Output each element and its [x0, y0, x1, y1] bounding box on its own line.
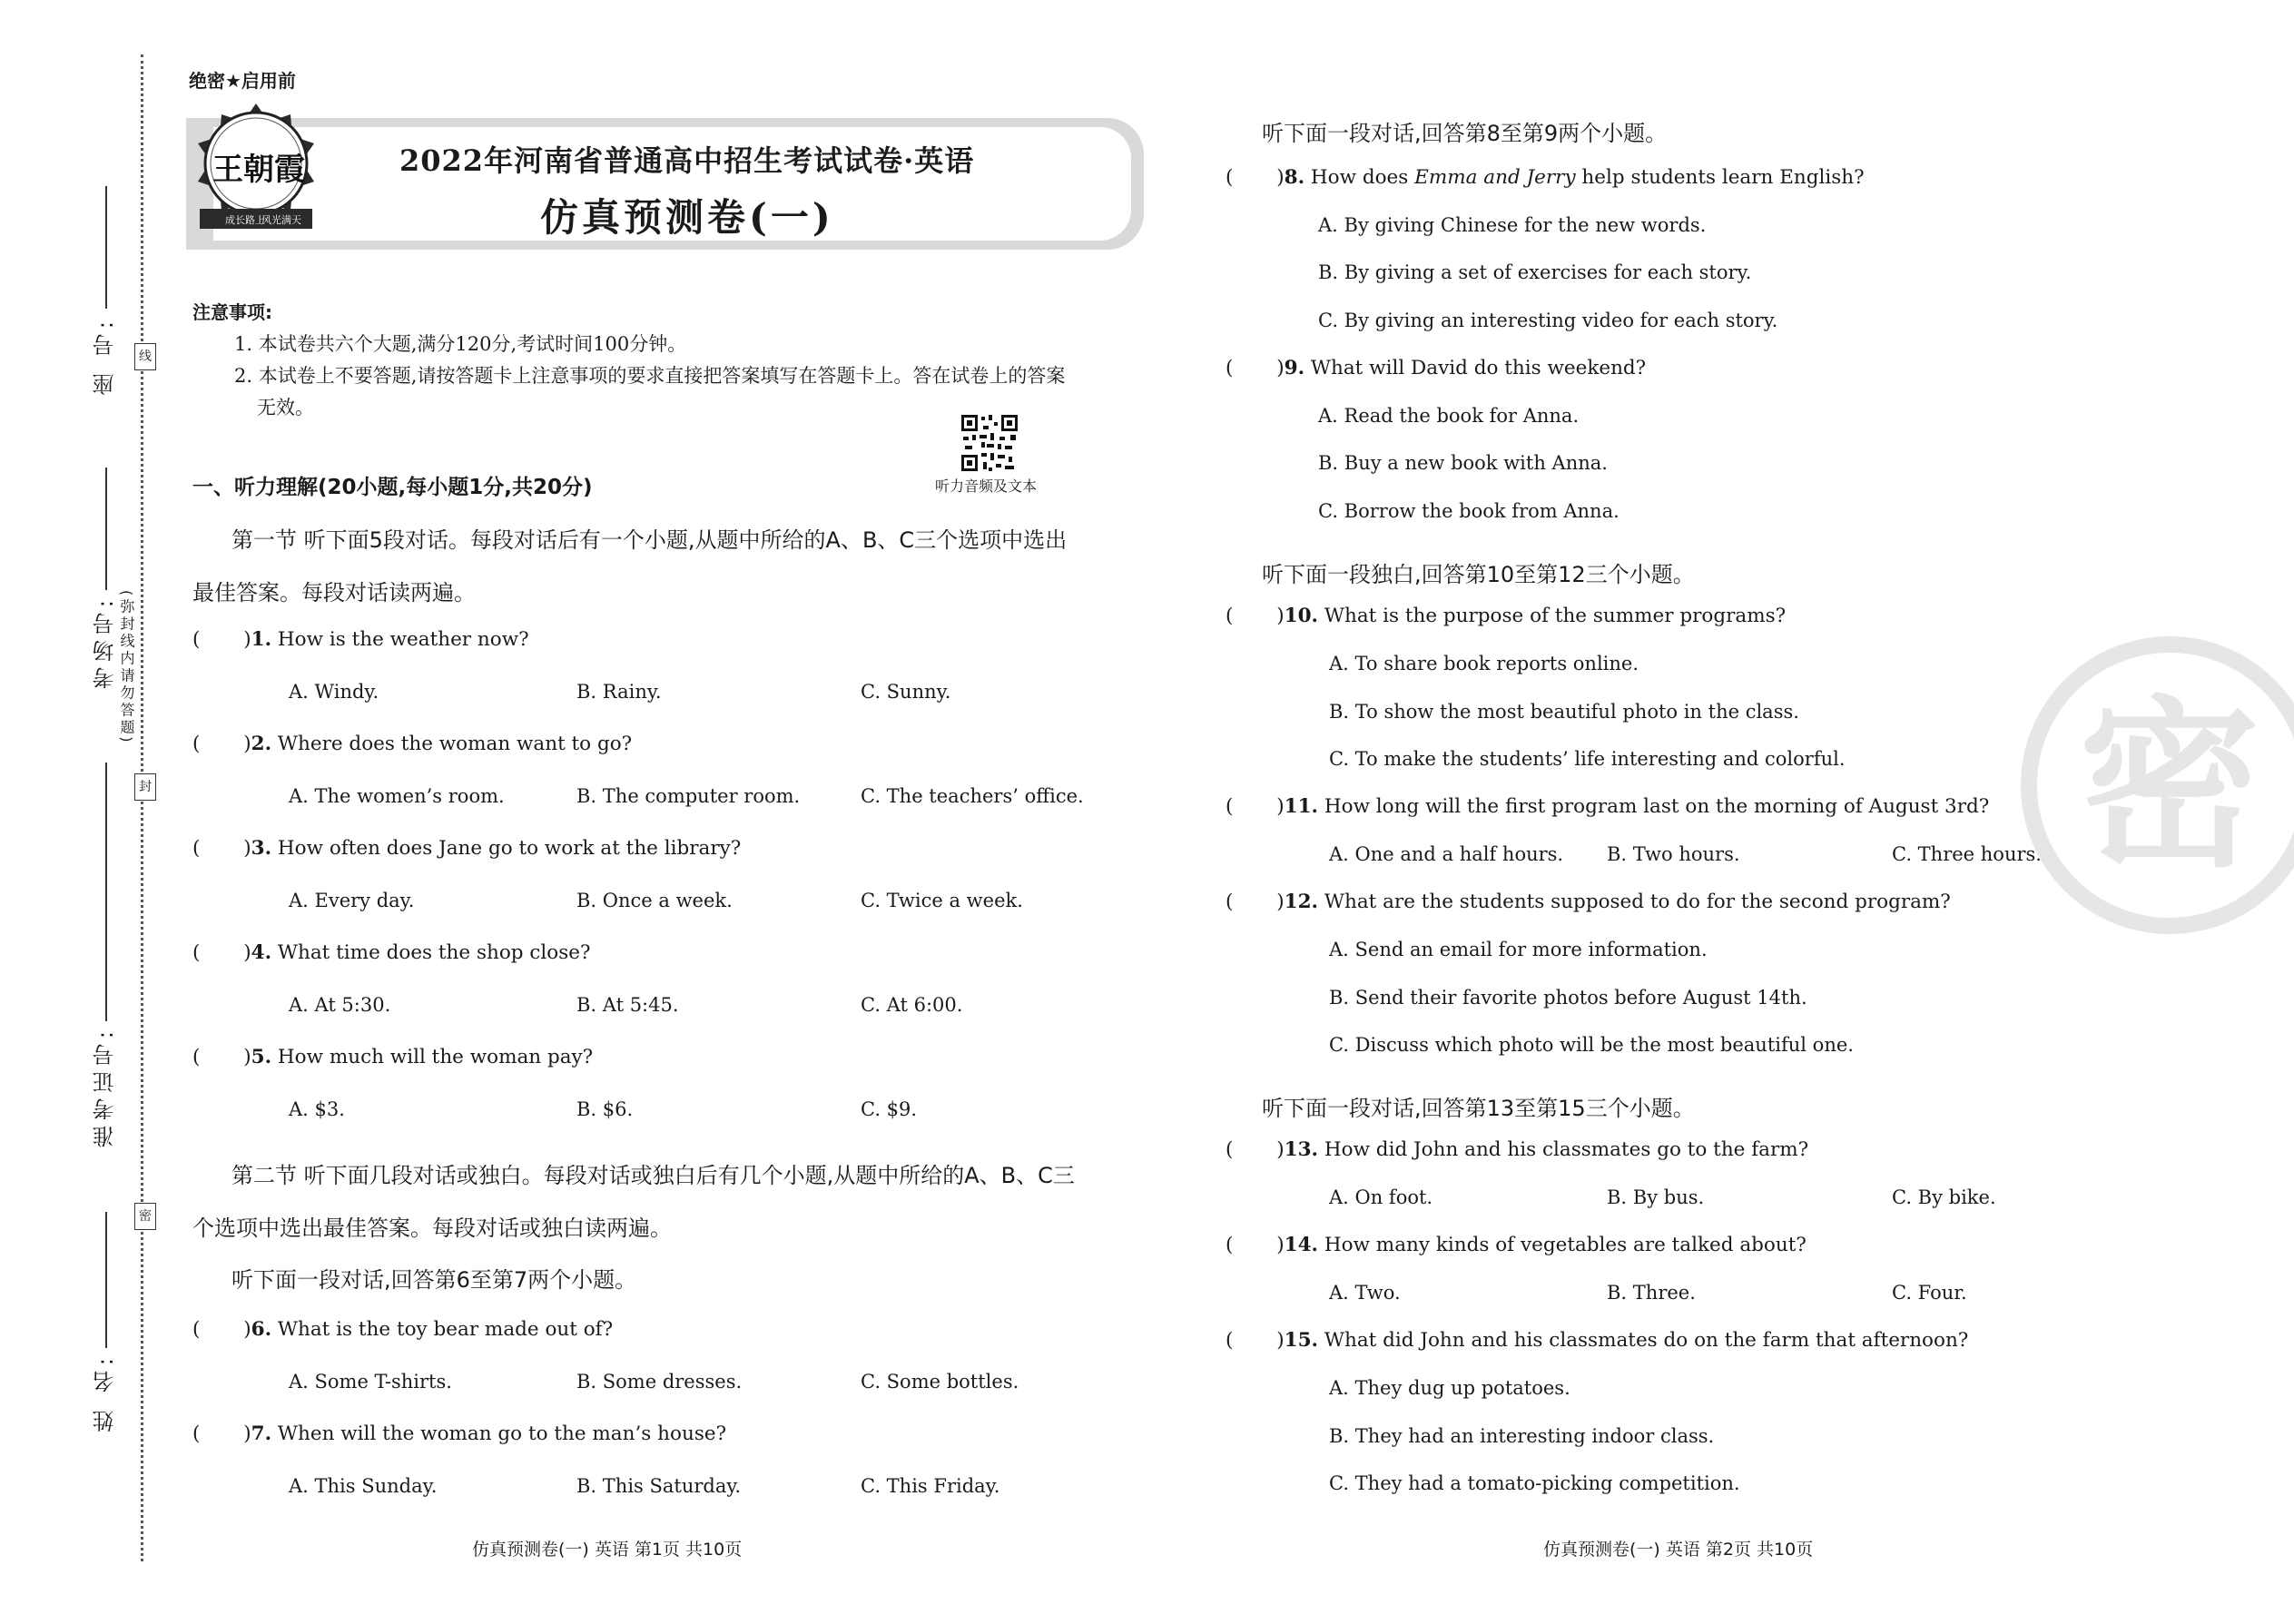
- part1-instructions: 第一节 听下面5段对话。每段对话后有一个小题,从题中所给的A、B、C三个选项中选出: [231, 527, 1068, 553]
- notice-item-1: 1. 本试卷共六个大题,满分120分,考试时间100分钟。: [234, 333, 687, 355]
- option-c: C. By giving an interesting video for each story.: [1318, 310, 1778, 331]
- logo-text: 王朝霞: [212, 152, 305, 188]
- option-a: A. Every day.: [289, 890, 415, 911]
- answer-blank[interactable]: ( ): [192, 1318, 251, 1341]
- option-c: C. Four.: [1892, 1282, 1967, 1304]
- option-b: B. To show the most beautiful photo in the class.: [1329, 701, 1799, 723]
- svg-text:密: 密: [2078, 681, 2261, 892]
- option-a: A. They dug up potatoes.: [1329, 1377, 1570, 1399]
- qr-caption: 听力音频及文本: [935, 477, 1038, 495]
- option-b: B. By bus.: [1607, 1186, 1705, 1208]
- logo-motto-right: 风光满天: [261, 214, 301, 226]
- option-a: A. Two.: [1329, 1282, 1401, 1304]
- option-b: B. Once a week.: [576, 890, 733, 911]
- option-a: A. This Sunday.: [289, 1475, 438, 1497]
- name-label: 姓 名:: [93, 1353, 118, 1432]
- part1-instructions-cont: 最佳答案。每段对话读两遍。: [192, 580, 476, 605]
- option-b: B. Two hours.: [1607, 843, 1740, 865]
- intro-8-9: 听下面一段对话,回答第8至第9两个小题。: [1262, 121, 1668, 146]
- answer-blank[interactable]: ( ): [1226, 1138, 1285, 1161]
- option-a: A. On foot.: [1329, 1186, 1433, 1208]
- exam-subtitle: 仿真预测卷(一): [540, 195, 834, 240]
- option-b: B. They had an interesting indoor class.: [1329, 1425, 1715, 1447]
- answer-blank[interactable]: ( ): [1226, 166, 1285, 189]
- option-c: C. This Friday.: [861, 1475, 1000, 1497]
- option-a: A. Windy.: [289, 681, 379, 703]
- brand-logo: [192, 102, 320, 238]
- intro-10-12: 听下面一段独白,回答第10至第12三个小题。: [1262, 562, 1695, 587]
- option-c: C. Twice a week.: [861, 890, 1023, 911]
- option-a: A. At 5:30.: [289, 994, 391, 1016]
- option-b: B. Some dresses.: [576, 1371, 743, 1393]
- ticket-line: [105, 763, 107, 1021]
- option-c: C. The teachers’ office.: [861, 785, 1084, 807]
- option-b: B. At 5:45.: [576, 994, 679, 1016]
- option-c: C. Sunny.: [861, 681, 951, 703]
- notice-item-2: 2. 本试卷上不要答题,请按答题卡上注意事项的要求直接把答案填写在答题卡上。答在试卷上的答案: [234, 365, 1066, 387]
- option-a: A. One and a half hours.: [1329, 843, 1564, 865]
- option-a: A. $3.: [289, 1098, 345, 1120]
- answer-blank[interactable]: ( ): [1226, 795, 1285, 818]
- answer-blank[interactable]: ( ): [192, 837, 251, 860]
- option-b: B. The computer room.: [576, 785, 801, 807]
- answer-blank[interactable]: ( ): [1226, 1234, 1285, 1256]
- option-b: B. Buy a new book with Anna.: [1318, 452, 1608, 474]
- line-box: 线: [134, 343, 156, 370]
- answer-blank[interactable]: ( ): [192, 733, 251, 755]
- answer-blank[interactable]: ( ): [1226, 357, 1285, 379]
- secret-mark: 绝密★启用前: [189, 70, 296, 92]
- footer-left: 仿真预测卷(一) 英语 第1页 共10页: [472, 1540, 743, 1560]
- part2-instructions-cont: 个选项中选出最佳答案。每段对话或独白读两遍。: [192, 1216, 672, 1241]
- secret-watermark: [2020, 635, 2294, 935]
- option-c: C. Some bottles.: [861, 1371, 1019, 1393]
- option-c: C. Borrow the book from Anna.: [1318, 500, 1620, 522]
- option-c: C. Three hours.: [1892, 843, 2042, 865]
- option-b: B. Send their favorite photos before August 14th.: [1329, 987, 1807, 1009]
- option-c: C. To make the students’ life interesting and colorful.: [1329, 748, 1846, 770]
- option-a: A. Some T-shirts.: [289, 1371, 452, 1393]
- option-b: B. This Saturday.: [576, 1475, 742, 1497]
- option-a: A. By giving Chinese for the new words.: [1318, 214, 1707, 236]
- option-a: A. The women’s room.: [289, 785, 505, 807]
- seat-line: [105, 186, 107, 309]
- answer-blank[interactable]: ( ): [1226, 1329, 1285, 1352]
- answer-blank[interactable]: ( ): [192, 941, 251, 964]
- answer-blank[interactable]: ( ): [1226, 891, 1285, 913]
- option-c: C. $9.: [861, 1098, 918, 1120]
- name-line: [105, 1212, 107, 1348]
- seal-note: (弥封线内请勿答题): [118, 590, 135, 745]
- notice-item-2b: 无效。: [257, 397, 314, 418]
- answer-blank[interactable]: ( ): [192, 1046, 251, 1068]
- room-line: [105, 468, 107, 590]
- intro-6-7: 听下面一段对话,回答第6至第7两个小题。: [231, 1267, 637, 1293]
- seat-label: 座 号:: [93, 316, 118, 396]
- exam-title: 2022年河南省普通高中招生考试试卷·英语: [399, 143, 975, 178]
- secret-box: 密: [134, 1203, 156, 1230]
- option-a: A. Send an email for more information.: [1329, 939, 1708, 960]
- notice-heading: 注意事项:: [192, 301, 272, 323]
- option-a: A. To share book reports online.: [1329, 653, 1639, 674]
- fold-line: [141, 54, 143, 1561]
- option-a: A. Read the book for Anna.: [1318, 405, 1580, 427]
- option-b: B. Three.: [1607, 1282, 1696, 1304]
- ticket-label: 准考证号:: [93, 1026, 118, 1148]
- answer-blank[interactable]: ( ): [1226, 605, 1285, 627]
- room-label: 考场号:: [93, 595, 118, 690]
- option-b: B. Rainy.: [576, 681, 662, 703]
- option-c: C. By bike.: [1892, 1186, 1996, 1208]
- seal-box: 封: [134, 773, 156, 801]
- answer-blank[interactable]: ( ): [192, 1422, 251, 1445]
- option-b: B. By giving a set of exercises for each story.: [1318, 261, 1752, 283]
- answer-blank[interactable]: ( ): [192, 628, 251, 651]
- logo-motto-left: 成长路上: [225, 214, 265, 226]
- section-title: 一、听力理解(20小题,每小题1分,共20分): [192, 476, 593, 499]
- option-c: C. They had a tomato-picking competition.: [1329, 1472, 1740, 1494]
- footer-right: 仿真预测卷(一) 英语 第2页 共10页: [1543, 1540, 1814, 1560]
- intro-13-15: 听下面一段对话,回答第13至第15三个小题。: [1262, 1096, 1695, 1121]
- option-b: B. $6.: [576, 1098, 634, 1120]
- part2-instructions: 第二节 听下面几段对话或独白。每段对话或独白后有几个小题,从题中所给的A、B、C三: [231, 1163, 1075, 1188]
- option-c: C. At 6:00.: [861, 994, 963, 1016]
- qr-code[interactable]: [960, 413, 1019, 473]
- option-c: C. Discuss which photo will be the most beautiful one.: [1329, 1034, 1854, 1056]
